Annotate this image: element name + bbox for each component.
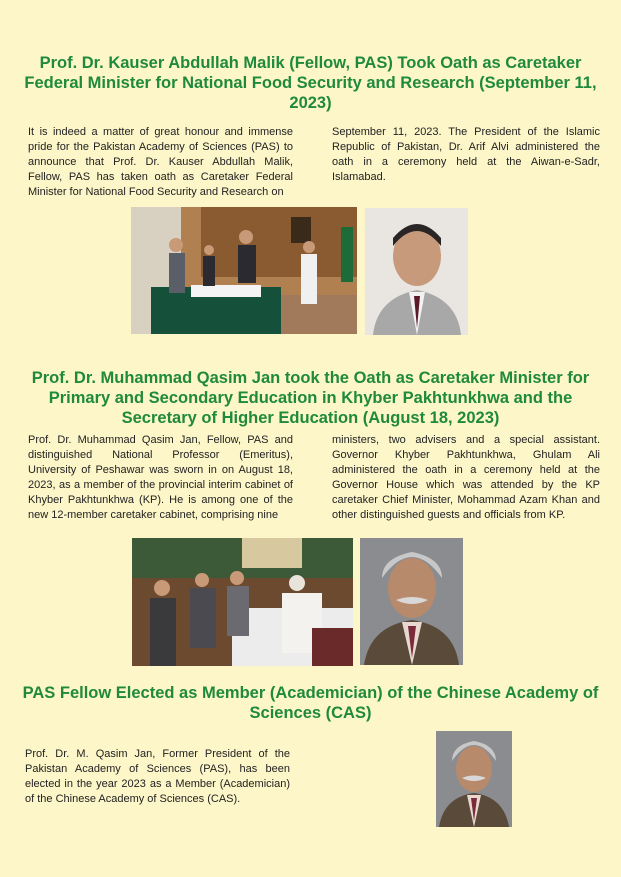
portrait-muhammad-qasim-jan: [360, 538, 463, 665]
article-2-column-1: Prof. Dr. Muhammad Qasim Jan, Fellow, PAS and distinguished National Professor (Emeritus), University of Peshawar was sworn in on August 18, 2023, as a member of the provincial interim cabinet of Khyber Pakhtunkhwa (KP). He is among one of the new 12-member caretaker cabinet, comprising nine: [28, 434, 293, 521]
portrait-kauser-abdullah-malik: [365, 208, 468, 335]
article-3-column-1: Prof. Dr. M. Qasim Jan, Former President of the Pakistan Academy of Sciences (PAS), has been elected in the year 2023 as a Member (Academician) of the Chinese Academy of Sciences (CAS).: [25, 748, 290, 805]
article-1-column-1: It is indeed a matter of great honour and immense pride for the Pakistan Academy of Sciences (PAS) to announce that Prof. Dr. Kauser Abdullah Malik, Fellow, PAS has taken oath as Caretaker Federal Minister for National Food Security and Research on: [28, 126, 293, 198]
portrait-m-qasim-jan: [436, 731, 512, 827]
oath-ceremony-photo-2: [132, 538, 353, 666]
article-1-column-2: September 11, 2023. The President of the Islamic Republic of Pakistan, Dr. Arif Alvi administered the oath in a ceremony held at the Aiwan-e-Sadr, Islamabad.: [332, 126, 600, 183]
article-2-column-2: ministers, two advisers and a special assistant. Governor Khyber Pakhtunkhwa, Ghulam Ali administered the oath in a ceremony held at the Governor House which was attended by the KP caretaker Chief Minister, Mohammad Azam Khan and other distinguished guests and officials from KP.: [332, 434, 600, 521]
article-1-title: Prof. Dr. Kauser Abdullah Malik (Fellow, PAS) Took Oath as Caretaker Federal Minister for National Food Security and Research (September 11, 2023): [24, 54, 597, 112]
article-3-title: PAS Fellow Elected as Member (Academician) of the Chinese Academy of Sciences (CAS): [22, 684, 599, 722]
oath-ceremony-photo-1: [131, 207, 357, 334]
article-2-title: Prof. Dr. Muhammad Qasim Jan took the Oath as Caretaker Minister for Primary and Secondary Education in Khyber Pakhtunkhwa and the Secretary of Higher Education (August 18, 2023): [31, 369, 590, 427]
